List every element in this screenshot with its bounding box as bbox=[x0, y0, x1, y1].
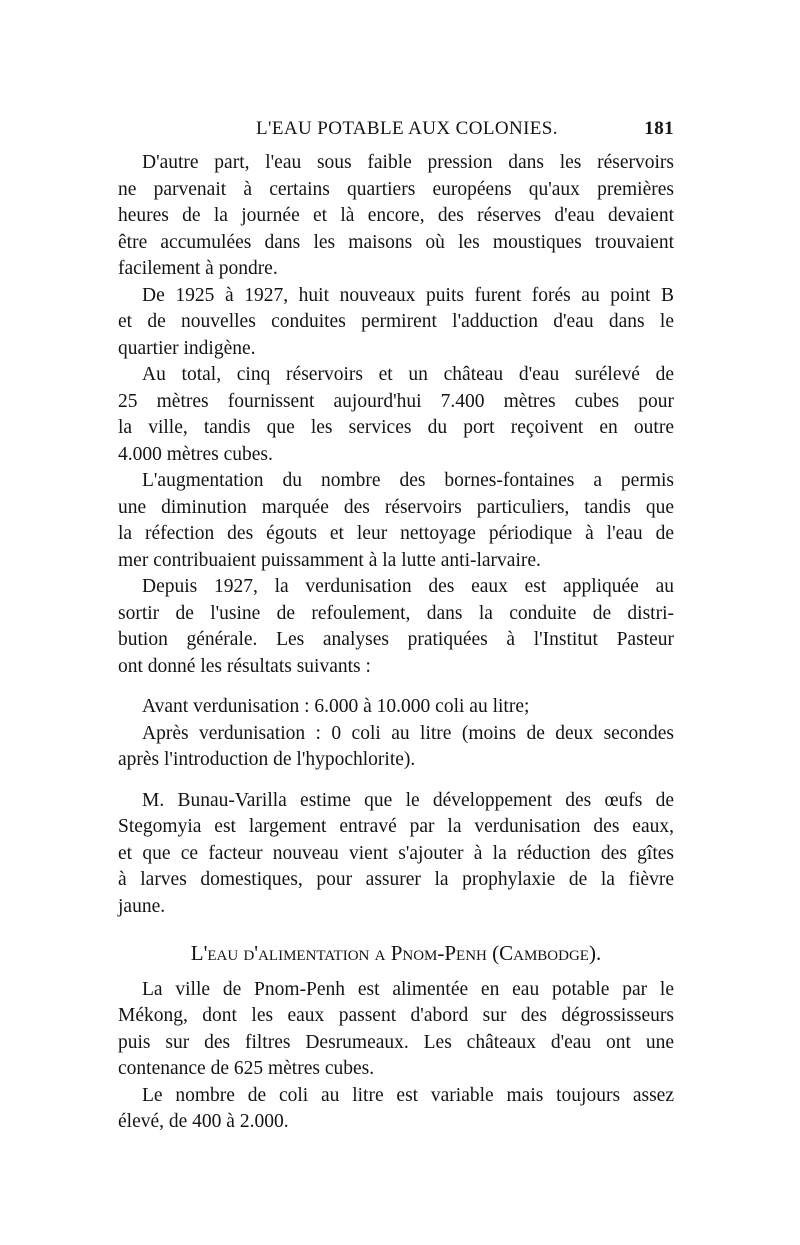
result-after bbox=[118, 721, 674, 774]
running-title: L'EAU POTABLE AUX COLONIES. bbox=[256, 118, 558, 139]
text-line: 25 mètres fournissent aujourd'hui 7.400 mètres cubes pour bbox=[118, 390, 674, 412]
paragraph bbox=[118, 1083, 674, 1136]
text-line: heures de la journée et là encore, des réserves d'eau devaient bbox=[118, 205, 674, 226]
text-line: De 1925 à 1927, huit nouveaux puits furent forés au point B bbox=[142, 284, 674, 306]
text-line: la ville, tandis que les services du port reçoivent en outre bbox=[118, 417, 674, 438]
text-line: élevé, de 400 à 2.000. bbox=[118, 1111, 289, 1132]
paragraph bbox=[118, 788, 674, 921]
text-line: Avant verdunisation : 6.000 à 10.000 coli au litre; bbox=[142, 696, 530, 717]
text-line: la réfection des égouts et leur nettoyage périodique à l'eau de bbox=[118, 523, 674, 544]
result-before bbox=[118, 694, 674, 721]
text-line: mer contribuaient puissamment à la lutte anti-larvaire. bbox=[118, 549, 541, 571]
paragraph bbox=[118, 468, 674, 574]
text-line: et que ce facteur nouveau vient s'ajouter à la réduction des gîtes bbox=[118, 842, 674, 864]
text-line: Stegomyia est largement entravé par la verdunisation des eaux, bbox=[118, 816, 674, 837]
body-text bbox=[118, 150, 674, 1136]
text-line: Le nombre de coli au litre est variable mais toujours assez bbox=[142, 1084, 674, 1106]
text-line: facilement à pondre. bbox=[118, 258, 278, 279]
paragraph bbox=[118, 362, 674, 468]
text-line: ne parvenait à certains quartiers européens qu'aux premières bbox=[118, 178, 674, 200]
text-line: ont donné les résultats suivants : bbox=[118, 655, 371, 677]
text-line: Au total, cinq réservoirs et un château d'eau surélevé de bbox=[142, 364, 674, 385]
text-line: après l'introduction de l'hypochlorite). bbox=[118, 749, 416, 770]
paragraph bbox=[118, 150, 674, 283]
text-line: quartier indigène. bbox=[118, 337, 256, 359]
page-number: 181 bbox=[644, 118, 674, 139]
section-heading: L'eau d'alimentation a Pnom-Penh (Cambodge). bbox=[190, 941, 602, 965]
text-line: sortir de l'usine de refoulement, dans la conduite de distri- bbox=[118, 602, 674, 624]
text-line: Après verdunisation : 0 coli au litre (moins de deux secondes bbox=[142, 722, 674, 744]
text-line: La ville de Pnom-Penh est alimentée en eau potable par le bbox=[142, 978, 674, 1000]
text-line: jaune. bbox=[118, 895, 166, 917]
text-line: et de nouvelles conduites permirent l'adduction d'eau dans le bbox=[118, 311, 674, 332]
text-line: M. Bunau-Varilla estime que le développement des œufs de bbox=[142, 789, 674, 811]
text-line: Mékong, dont les eaux passent d'abord sur des dégrossisseurs bbox=[118, 1005, 674, 1026]
paragraph bbox=[118, 574, 674, 680]
paragraph bbox=[118, 283, 674, 363]
running-header bbox=[118, 118, 674, 144]
text-line: contenance de 625 mètres cubes. bbox=[118, 1058, 375, 1079]
text-line: L'augmentation du nombre des bornes-fontaines a permis bbox=[142, 470, 674, 491]
text-line: 4.000 mètres cubes. bbox=[118, 443, 273, 465]
paragraph bbox=[118, 977, 674, 1083]
text-line: une diminution marquée des réservoirs particuliers, tandis que bbox=[118, 496, 674, 518]
text-line: puis sur des filtres Desrumeaux. Les châteaux d'eau ont une bbox=[118, 1031, 674, 1053]
text-line: D'autre part, l'eau sous faible pression dans les réservoirs bbox=[142, 152, 674, 173]
text-line: Depuis 1927, la verdunisation des eaux est appliquée au bbox=[142, 576, 674, 597]
text-line: être accumulées dans les maisons où les moustiques trouvaient bbox=[118, 231, 674, 253]
text-line: à larves domestiques, pour assurer la prophylaxie de la fièvre bbox=[118, 869, 674, 890]
text-line: bution générale. Les analyses pratiquées à l'Institut Pasteur bbox=[118, 629, 674, 650]
